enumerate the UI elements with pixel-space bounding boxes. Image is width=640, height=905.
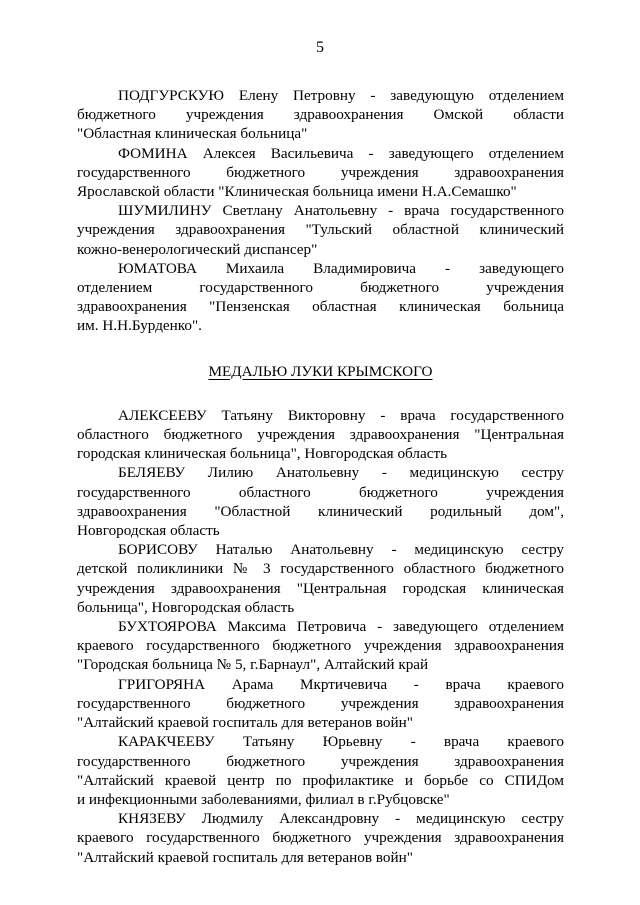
entry-line: ШУМИЛИНУ Светлану Анатольевну - врача государственного <box>118 202 564 220</box>
document-body <box>77 86 564 867</box>
entry-line: ФОМИНА Алексея Васильевича - заведующего отделением <box>118 144 564 162</box>
entry-line: БОРИСОВУ Наталью Анатольевну - медицинскую сестру <box>118 541 564 559</box>
entry-line: здравоохранения "Областной клинический родильный дом", <box>77 502 564 520</box>
entry-line: ГРИГОРЯНА Арама Мкртичевича - врача краевого <box>118 675 564 693</box>
entry-line: БУХТОЯРОВА Максима Петровича - заведующего отделением <box>118 618 564 636</box>
award-entry <box>77 732 564 809</box>
entry-line: им. Н.Н.Бурденко". <box>77 317 202 335</box>
page-number: 5 <box>316 39 324 56</box>
entry-line: отделением государственного бюджетного учреждения <box>77 279 564 297</box>
award-entry <box>77 463 564 540</box>
section-heading <box>77 362 564 381</box>
entry-line: государственного бюджетного учреждения здравоохранения <box>77 752 564 770</box>
entry-line: Ярославской области "Клиническая больница имени Н.А.Семашко" <box>77 183 517 201</box>
award-entry <box>77 809 564 867</box>
entry-line: АЛЕКСЕЕВУ Татьяну Викторовну - врача государственного <box>118 406 564 424</box>
award-list-section-2 <box>77 406 564 867</box>
section-heading-text: МЕДАЛЬЮ ЛУКИ КРЫМСКОГО <box>208 362 433 380</box>
entry-line: больница", Новгородская область <box>77 598 295 616</box>
entry-line: БЕЛЯЕВУ Лилию Анатольевну - медицинскую сестру <box>118 464 564 482</box>
entry-line: ЮМАТОВА Михаила Владимировича - заведующего <box>118 259 564 277</box>
entry-line: КАРАКЧЕЕВУ Татьяну Юрьевну - врача краевого <box>118 733 564 751</box>
entry-line: городская клиническая больница", Новгородская область <box>77 445 448 463</box>
entry-line: учреждения здравоохранения "Центральная городская клиническая <box>77 579 564 597</box>
entry-line: детской поликлиники № 3 государственного областного бюджетного <box>77 560 564 578</box>
entry-line: "Алтайский краевой центр по профилактике и борьбе со СПИДом <box>77 771 564 789</box>
award-entry <box>77 86 564 144</box>
entry-line: государственного бюджетного учреждения здравоохранения <box>77 163 564 181</box>
award-list-section-1 <box>77 86 564 336</box>
entry-line: "Алтайский краевой госпиталь для ветеранов войн" <box>77 848 413 866</box>
entry-line: областного бюджетного учреждения здравоохранения "Центральная <box>77 426 564 444</box>
entry-line: "Алтайский краевой госпиталь для ветеранов войн" <box>77 714 413 732</box>
entry-line: здравоохранения "Пензенская областная клиническая больница <box>77 298 564 316</box>
entry-line: государственного бюджетного учреждения здравоохранения <box>77 694 564 712</box>
entry-line: учреждения здравоохранения "Тульский областной клинический <box>77 221 564 239</box>
entry-line: "Городская больница № 5, г.Барнаул", Алтайский край <box>77 656 429 674</box>
entry-line: краевого государственного бюджетного учреждения здравоохранения <box>77 637 564 655</box>
entry-line: бюджетного учреждения здравоохранения Омской области <box>77 106 564 124</box>
entry-line: "Областная клиническая больница" <box>77 125 308 143</box>
award-entry <box>77 675 564 733</box>
award-entry <box>77 540 564 617</box>
entry-line: Новгородская область <box>77 522 220 540</box>
award-entry <box>77 617 564 675</box>
entry-line: ПОДГУРСКУЮ Елену Петровну - заведующую отделением <box>118 87 564 104</box>
award-entry <box>77 201 564 259</box>
award-entry <box>77 406 564 464</box>
award-entry <box>77 144 564 202</box>
entry-line: краевого государственного бюджетного учреждения здравоохранения <box>77 829 564 847</box>
entry-line: КНЯЗЕВУ Людмилу Александровну - медицинскую сестру <box>118 810 564 828</box>
entry-line: государственного областного бюджетного учреждения <box>77 483 564 501</box>
award-entry <box>77 259 564 336</box>
entry-line: кожно-венерологический диспансер" <box>77 240 318 258</box>
entry-line: и инфекционными заболеваниями, филиал в г.Рубцовске" <box>77 790 450 808</box>
